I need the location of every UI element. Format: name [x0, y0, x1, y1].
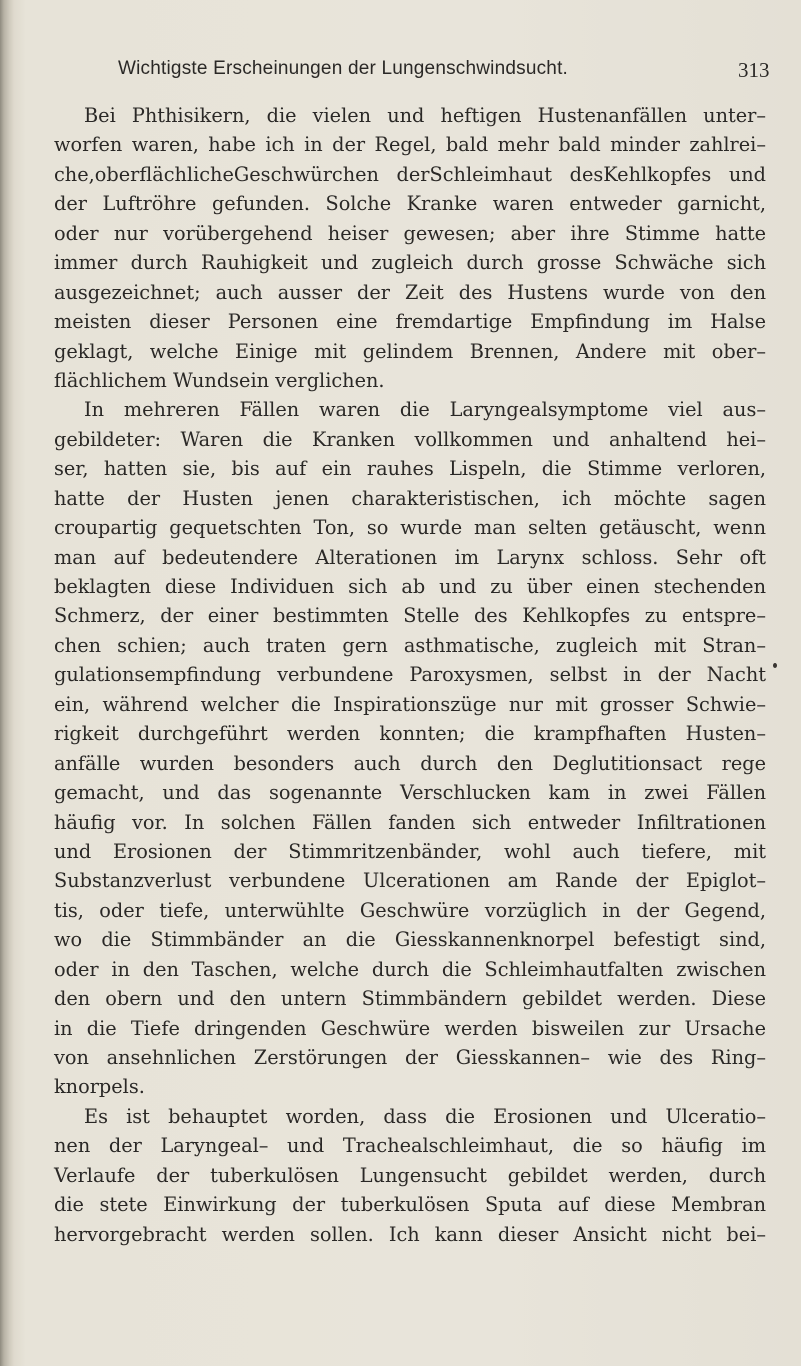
text-line: Schmerz, der einer bestimmten Stelle des Kehlkopfes zu entspre– — [54, 604, 766, 628]
text-line: gulationsempfindung verbundene Paroxysmen, selbst in der Nacht — [54, 663, 766, 687]
text-line: beklagten diese Individuen sich ab und zu über einen stechenden — [54, 575, 766, 598]
text-line: Verlaufe der tuberkulösen Lungensucht gebildet werden, durch — [54, 1163, 766, 1187]
text-line: flächlichem Wundsein verglichen. — [54, 368, 385, 392]
text-line: ein, während welcher die Inspirationszüge nur mit grosser Schwie– — [54, 692, 766, 716]
text-line: häufig vor. In solchen Fällen fanden sich entweder Infiltrationen — [54, 810, 766, 834]
text-line: chen schien; auch traten gern asthmatische, zugleich mit Stran– — [54, 633, 766, 657]
page-number: 313 — [738, 58, 770, 82]
text-line: geklagt, welche Einige mit gelindem Brennen, Andere mit ober– — [54, 339, 766, 363]
text-line: gemacht, und das sogenannte Verschlucken kam in zwei Fällen — [54, 781, 766, 805]
text-line: In mehreren Fällen waren die Laryngealsymptome viel aus– — [84, 398, 766, 422]
text-line: Bei Phthisikern, die vielen und heftigen Hustenanfällen unter– — [84, 104, 766, 127]
text-line: meisten dieser Personen eine fremdartige Empfindung im Halse — [54, 310, 766, 334]
running-header: Wichtigste Erscheinungen der Lungenschwindsucht. — [118, 58, 569, 79]
text-line: croupartig gequetschten Ton, so wurde man selten getäuscht, wenn — [54, 516, 766, 540]
text-line: che,oberflächlicheGeschwürchen derSchleimhaut desKehlkopfes und — [54, 162, 766, 186]
text-line: von ansehnlichen Zerstörungen der Giesskannen– wie des Ring– — [54, 1046, 766, 1069]
body-text — [54, 101, 766, 1249]
ink-speck — [773, 663, 777, 668]
binding-gutter — [0, 0, 14, 1366]
text-line: und Erosionen der Stimmritzenbänder, wohl auch tiefere, mit — [54, 839, 766, 863]
text-line: den obern und den untern Stimmbändern gebildet werden. Diese — [54, 987, 766, 1011]
text-line: tis, oder tiefe, unterwühlte Geschwüre vorzüglich in der Gegend, — [54, 898, 766, 922]
text-line: oder in den Taschen, welche durch die Schleimhautfalten zwischen — [54, 957, 766, 981]
text-line: ausgezeichnet; auch ausser der Zeit des Hustens wurde von den — [54, 280, 766, 304]
text-line: die stete Einwirkung der tuberkulösen Sputa auf diese Membran — [54, 1193, 766, 1217]
text-line: nen der Laryngeal– und Trachealschleimhaut, die so häufig im — [54, 1134, 766, 1158]
text-line: wo die Stimmbänder an die Giesskannenknorpel befestigt sind, — [54, 928, 766, 952]
text-line: anfälle wurden besonders auch durch den Deglutitionsact rege — [54, 751, 766, 775]
text-line: immer durch Rauhigkeit und zugleich durch grosse Schwäche sich — [54, 251, 766, 275]
text-line: hatte der Husten jenen charakteristischen, ich möchte sagen — [54, 486, 766, 510]
text-line: oder nur vorübergehend heiser gewesen; aber ihre Stimme hatte — [54, 221, 766, 245]
text-line: der Luftröhre gefunden. Solche Kranke waren entweder garnicht, — [54, 192, 766, 216]
text-line: gebildeter: Waren die Kranken vollkommen und anhaltend hei– — [54, 427, 766, 451]
text-line: ser, hatten sie, bis auf ein rauhes Lispeln, die Stimme verloren, — [54, 457, 766, 481]
text-line: Substanzverlust verbundene Ulcerationen am Rande der Epiglot– — [54, 869, 766, 893]
text-line: knorpels. — [54, 1075, 145, 1099]
text-line: man auf bedeutendere Alterationen im Larynx schloss. Sehr oft — [54, 545, 766, 569]
text-line: in die Tiefe dringenden Geschwüre werden bisweilen zur Ursache — [54, 1016, 766, 1040]
text-line: worfen waren, habe ich in der Regel, bald mehr bald minder zahlrei– — [54, 133, 766, 157]
text-line: rigkeit durchgeführt werden konnten; die krampfhaften Husten– — [54, 722, 766, 746]
text-line: hervorgebracht werden sollen. Ich kann dieser Ansicht nicht bei– — [54, 1222, 766, 1246]
text-line: Es ist behauptet worden, dass die Erosionen und Ulceratio– — [84, 1104, 766, 1128]
